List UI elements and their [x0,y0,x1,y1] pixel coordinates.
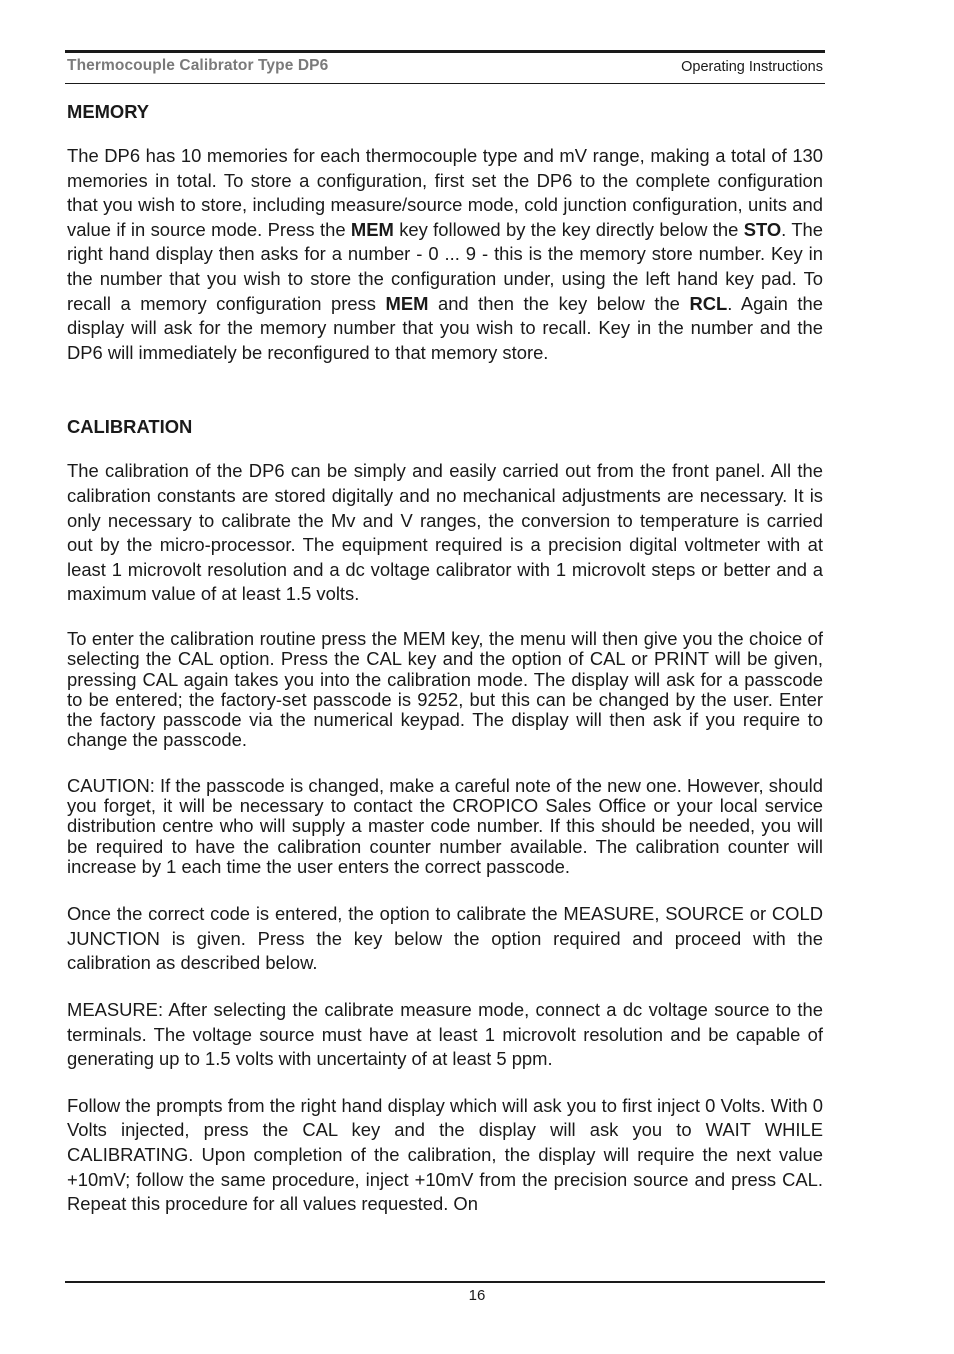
memory-heading: MEMORY [67,101,150,122]
calibration-paragraph-measure: MEASURE: After selecting the calibrate measure mode, connect a dc voltage source to the terminals. The voltage source must have at least 1 microvolt resolution and be capable of generating up to 1.5 volts with uncertainty of at least 5 ppm. [67,998,823,1070]
calibration-paragraph-options: Once the correct code is entered, the option to calibrate the MEASURE, SOURCE or COLD JUNCTION is given. Press the key below the option required and proceed with the calibration as described below. [67,903,823,974]
document-title: Thermocouple Calibrator Type DP6 [67,57,329,74]
sto-key-label: STO [743,218,782,240]
page-number: 16 [468,1287,486,1304]
memory-paragraph: The DP6 has 10 memories for each thermocouple type and mV range, making a total of 130 memories in total. To store a configuration, first set the DP6 to the complete configuration that you wish to store, including measure/source mode, cold junction configuration, units and value if in source mode. Press the MEM key followed by the key directly below the STO. The right hand display then asks for a number - 0 ... 9 - this is the memory store number. Key in the number that you wish to store the configuration under, using the left hand key pad. To recall a memory configuration press MEM and then the key below the RCL. Again the display will ask for the memory number that you wish to recall. Key in the number and the DP6 will immediately be reconfigured to that memory store. [67,145,824,363]
calibration-heading: CALIBRATION [67,416,193,438]
header-bottom-rule [65,83,825,84]
footer-rule [65,1281,825,1283]
calibration-paragraph-prompts: Follow the prompts from the right hand display which will ask you to first inject 0 Volts. With 0 Volts injected, press the CAL key and the display will ask you to WAIT WHILE CALIBRATING. Upon completion of the calibration, the display will require the next value +10mV; follow the same procedure, inject +10mV from the precision source and press CAL. Repeat this procedure for all values requested. On [67,1094,823,1215]
header-top-rule [65,50,825,53]
calibration-paragraph-intro: The calibration of the DP6 can be simply and easily carried out from the front panel. All the calibration constants are stored digitally and no mechanical adjustments are necessary. It is only necessary to calibrate the Mv and V ranges, the conversion to temperature is carried out by the micro-processor. The equipment required is a precision digital voltmeter with at least 1 microvolt resolution and a dc voltage calibrator with 1 microvolt steps or better and a maximum value of at least 1.5 volts. [67,460,823,605]
document-type: Operating Instructions [681,59,823,75]
page-body [67,100,823,1217]
calibration-paragraph-caution: CAUTION: If the passcode is changed, make a careful note of the new one. However, should you forget, it will be necessary to contact the CROPICO Sales Office or your local service distribution centre who will supply a master code number. If this should be needed, you will be required to have the calibration counter number available. The calibration counter will increase by 1 each time the user enters the correct passcode. [67,774,823,877]
rcl-key-label: RCL [689,292,728,314]
mem-key-label: MEM [385,292,429,314]
calibration-paragraph-routine: To enter the calibration routine press the MEM key, the menu will then give you the choice of selecting the CAL option. Press the CAL key and the option of CAL or PRINT will be given, pressing CAL again takes you into the calibration mode. The display will ask for a passcode to be entered; the factory-set passcode is 9252, but this can be changed by the user. Enter the factory passcode via the numerical keypad. The display will then ask if you require to change the passcode. [67,627,823,751]
mem-key-label: MEM [350,218,394,240]
